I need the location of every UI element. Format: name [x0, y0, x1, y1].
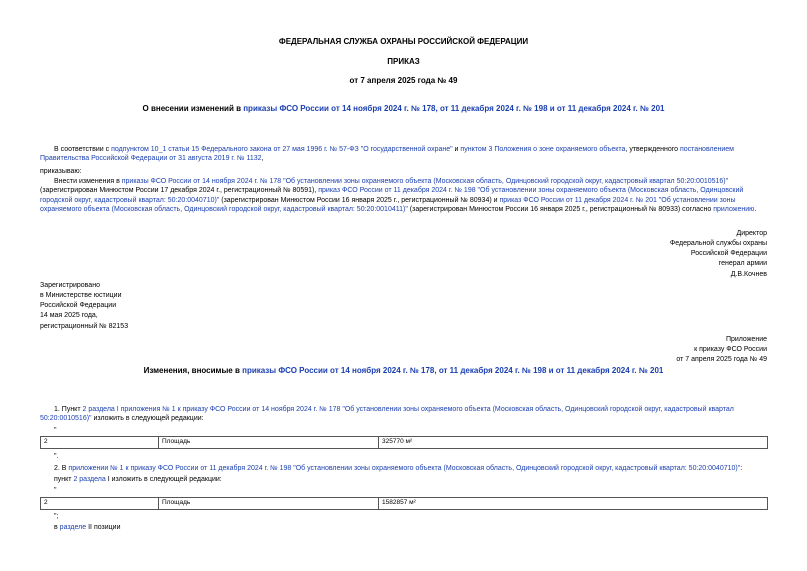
order-201-link[interactable]: приказ ФСО России от 11 декабря 2024 г. № 201 "Об установлении зоны охраняемого объекта (Московская область, Одинцовский городской округ, кадастровый квартал: 50:20:0010411)" — [40, 196, 736, 214]
signature-line: Федеральной службы охраны — [669, 240, 767, 248]
signature-line: Российской Федерации — [690, 250, 767, 258]
preamble-text-4: , — [261, 155, 264, 163]
body-paragraph — [40, 177, 768, 215]
preamble-text-1: В соответствии с — [54, 146, 112, 153]
body-text-5: . — [754, 206, 757, 214]
registration-block — [40, 281, 128, 332]
appendix-header — [676, 335, 767, 365]
preamble-text-3: , утвержденного — [625, 146, 680, 153]
item-2-text-6: II позиции — [86, 524, 121, 531]
appendix-title-prefix: Изменения, вносимые в — [143, 366, 243, 375]
signature-line: генерал армии — [718, 260, 767, 268]
doc-title-prefix: О внесении изменений в — [142, 104, 244, 113]
table-row — [41, 498, 768, 510]
appendix-title-link[interactable]: приказы ФСО России от 14 ноября 2024 г. № 178, от 11 декабря 2024 г. № 198 и от 11 декабря 2024 г. № 201 — [242, 366, 664, 375]
item-1-quote-close: ". — [54, 453, 59, 460]
table-cell-number: 2 — [41, 437, 159, 449]
item-2-link[interactable]: приложении № 1 к приказу ФСО России от 11 декабря 2024 г. № 198 "Об установлении зоны охраняемого объекта (Московская область, Одинцовский городской округ, кадастровый квартал: 50:20:0040710)" — [68, 465, 741, 472]
doc-title — [0, 104, 807, 115]
table-cell-number: 2 — [41, 498, 159, 510]
order-198-link[interactable]: приказ ФСО России от 11 декабря 2024 г. № 198 "Об установлении зоны охраняемого объекта (Московская область, Одинцовский городской округ, кадастровый квартал: 50:20:0040710)" — [40, 187, 744, 204]
body-text-3: (зарегистрирован Минюстом России 16 января 2025 г., регистрационный № 80934) и — [219, 196, 500, 204]
table-cell-label: Площадь — [159, 498, 379, 510]
appendix-link[interactable]: приложению — [713, 206, 755, 214]
signature-block — [670, 229, 767, 280]
registration-line: Российской Федерации — [40, 302, 117, 310]
item-1-text-1: 1. Пункт — [54, 406, 83, 413]
item-1-link[interactable]: 2 раздела I приложения № 1 к приказу ФСО России от 14 ноября 2024 г. № 178 "Об установлении зоны охраняемого объекта (Московская область, Одинцовский городской округ, кадастровый квартал 50:20:0010516)" — [40, 406, 734, 423]
doc-date-number: от 7 апреля 2025 года № 49 — [349, 76, 458, 85]
item-2-text-3: пункт — [54, 476, 74, 483]
preamble-text-2: и — [452, 146, 461, 153]
appendix-line: к приказу ФСО России — [694, 346, 767, 354]
order-word: приказываю: — [40, 168, 82, 175]
signature-line: Директор — [736, 230, 767, 237]
body-text-2: (зарегистрирован Минюстом России 17 декабря 2024 г., регистрационный № 80591), — [40, 187, 319, 195]
law-link[interactable]: подпунктом 10_1 статьи 15 Федерального закона от 27 мая 1996 г. № 57-ФЗ "О государственной охране" — [111, 146, 453, 153]
order-178-link[interactable]: приказы ФСО России от 14 ноября 2024 г. № 178 "Об установлении зоны охраняемого объекта (Московская область, Одинцовский городской округ, кадастровый квартал 50:20:0010516)" — [121, 178, 729, 185]
table-cell-value: 325770 м² — [379, 437, 768, 449]
item-2-paragraph — [40, 464, 768, 473]
signature-line: Д.В.Кочнев — [730, 270, 767, 278]
appendix-line: Приложение — [725, 336, 767, 343]
registration-line: 14 мая 2025 года, — [40, 312, 98, 320]
preamble-paragraph — [40, 145, 768, 164]
item-1-table — [40, 436, 768, 449]
doc-title-link[interactable]: приказы ФСО России от 14 ноября 2024 г. № 178, от 11 декабря 2024 г. № 198 и от 11 декабря 2024 г. № 201 — [243, 104, 665, 113]
registration-line: регистрационный № 82153 — [40, 322, 129, 330]
table-row — [41, 437, 768, 449]
item-2-table — [40, 497, 768, 510]
table-cell-label: Площадь — [159, 437, 379, 449]
item-2-text-4: I изложить в следующей редакции: — [105, 476, 222, 483]
item-2-quote-open: " — [54, 487, 57, 494]
doc-type-heading: ПРИКАЗ — [387, 57, 420, 66]
item-1-paragraph — [40, 405, 768, 424]
registration-line: в Министерстве юстиции — [40, 292, 122, 300]
registration-line: Зарегистрировано — [40, 282, 100, 289]
item-2-text-1: 2. В — [54, 465, 69, 472]
section-ii-link[interactable]: разделе — [59, 524, 87, 531]
item-2-section-ii-line — [54, 523, 121, 532]
regulation-link[interactable]: пунктом 3 Положения о зоне охраняемого объекта — [460, 146, 626, 153]
item-2-text-2: : — [740, 465, 743, 472]
item-1-text-2: изложить в следующей редакции: — [91, 415, 204, 423]
item-1-quote-open: " — [54, 427, 57, 434]
body-text-1: Внести изменения в — [54, 178, 122, 185]
table-cell-value: 1582857 м² — [379, 498, 768, 510]
item-2-subparagraph — [54, 475, 222, 484]
appendix-title — [0, 366, 807, 377]
item-2-quote-close: "; — [54, 513, 59, 520]
item-2-text-5: в — [54, 524, 60, 531]
appendix-line: от 7 апреля 2025 года № 49 — [676, 356, 767, 364]
agency-heading: ФЕДЕРАЛЬНАЯ СЛУЖБА ОХРАНЫ РОССИЙСКОЙ ФЕДЕРАЦИИ — [278, 37, 529, 46]
body-text-4: (зарегистрирован Минюстом России 16 января 2025 г., регистрационный № 80933) согласно — [407, 206, 714, 214]
resolution-link[interactable]: постановлением Правительства Российской Федерации от 31 августа 2019 г. № 1132 — [40, 146, 734, 163]
item-2-section-link[interactable]: 2 раздела — [73, 476, 106, 483]
